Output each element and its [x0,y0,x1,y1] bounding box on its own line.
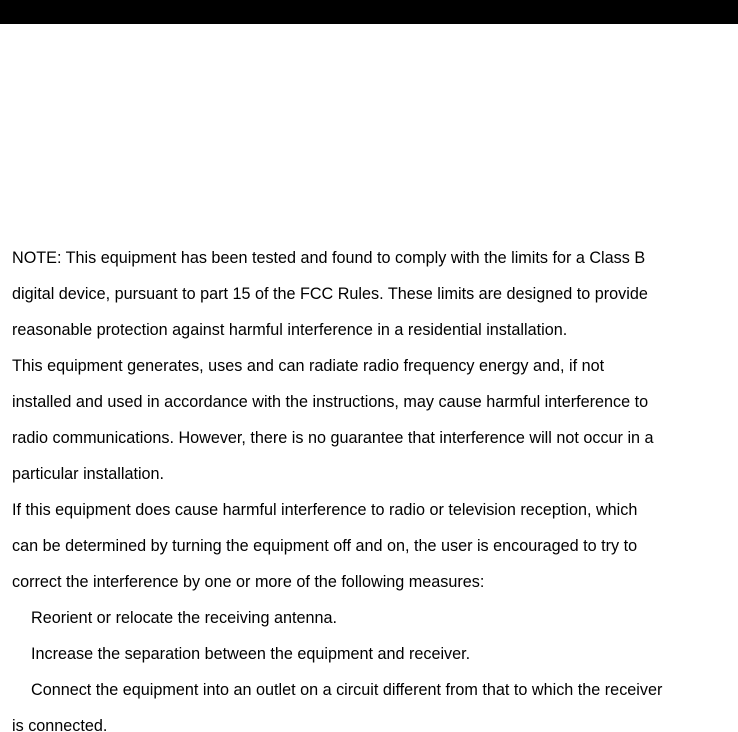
text-line: reasonable protection against harmful interference in a residential installation. [12,321,568,339]
measure-item: Reorient or relocate the receiving antenna. [31,609,337,627]
text-line: NOTE: This equipment has been tested and found to comply with the limits for a Class B [12,249,646,267]
paragraph-interference-measures [12,492,738,600]
measures-list [12,600,738,732]
text-line: This equipment generates, uses and can radiate radio frequency energy and, if not [12,357,605,375]
text-line: correct the interference by one or more of the following measures: [12,573,485,591]
text-line: particular installation. [12,465,165,483]
text-line: radio communications. However, there is no guarantee that interference will not occur in a [12,429,654,447]
measure-item: Connect the equipment into an outlet on a circuit different from that to which the receiver [31,681,663,699]
text-line: If this equipment does cause harmful interference to radio or television reception, which [12,501,638,519]
text-line: installed and used in accordance with the instructions, may cause harmful interference to [12,393,649,411]
paragraph-radio-energy [12,348,738,492]
text-line: can be determined by turning the equipment off and on, the user is encouraged to try to [12,537,638,555]
measure-item-continuation: is connected. [12,717,108,732]
text-line: digital device, pursuant to part 15 of the FCC Rules. These limits are designed to provide [12,285,648,303]
top-bar [0,0,738,24]
paragraph-fcc-limits [12,240,738,348]
fcc-notice [12,240,738,732]
measure-item: Increase the separation between the equipment and receiver. [31,645,471,663]
